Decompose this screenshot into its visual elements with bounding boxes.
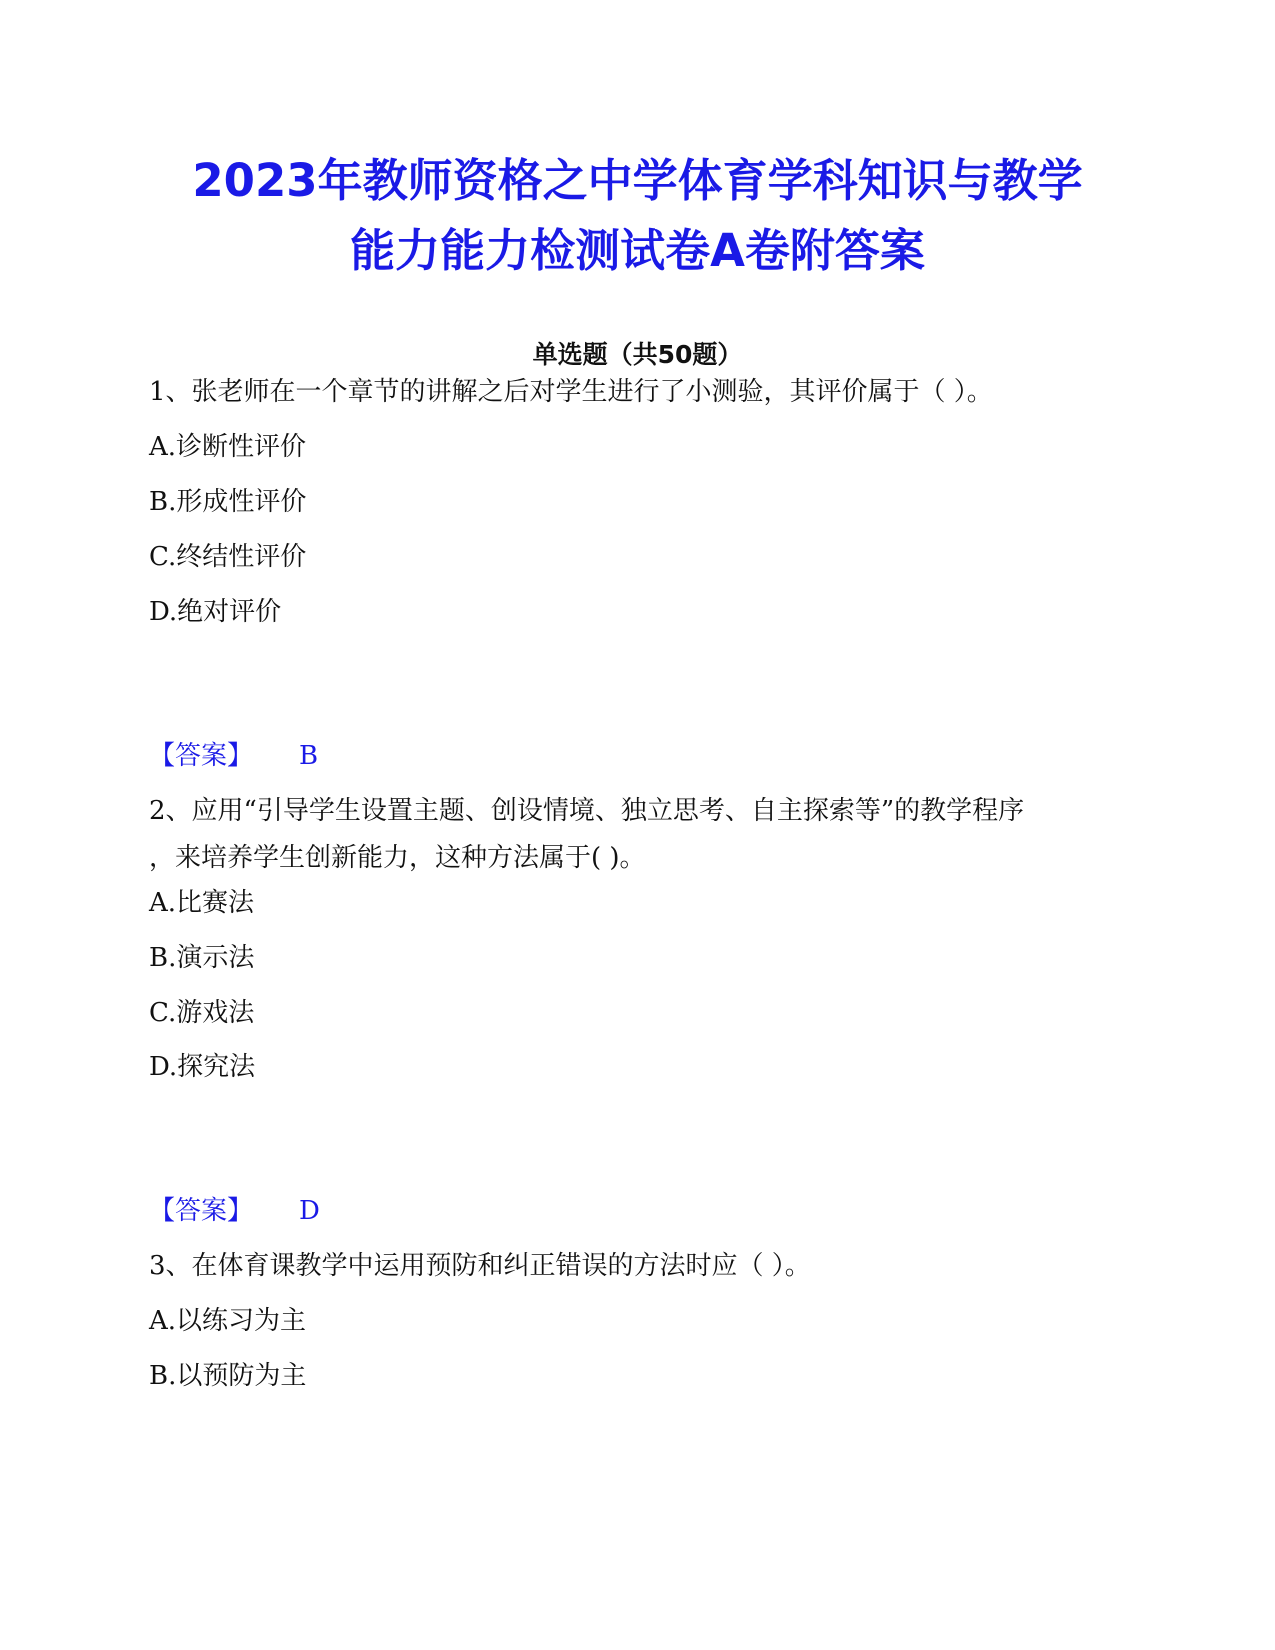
answer-label: 【答案】 [149, 741, 254, 771]
answer-value: B [299, 741, 319, 771]
question-3-stem: 3、在体育课教学中运用预防和纠正错误的方法时应（ ）。 [149, 1251, 811, 1281]
question-1-option-b: B.形成性评价 [149, 487, 307, 517]
question-2-option-b: B.演示法 [149, 943, 255, 973]
question-1-option-d: D.绝对评价 [149, 597, 282, 627]
question-1-option-c: C.终结性评价 [149, 542, 307, 572]
question-1-stem: 1、张老师在一个章节的讲解之后对学生进行了小测验，其评价属于（ ）。 [149, 377, 993, 407]
page-title-line-2: 能力能力检测试卷A卷附答案 [350, 224, 925, 277]
page-title-line-1: 2023年教师资格之中学体育学科知识与教学 [192, 154, 1083, 207]
question-2-option-a: A.比赛法 [149, 888, 255, 918]
question-3-option-a: A.以练习为主 [149, 1306, 307, 1336]
question-2-stem-line-1: 2、应用“引导学生设置主题、创设情境、独立思考、自主探索等”的教学程序 [149, 796, 1025, 826]
answer-value: D [299, 1196, 320, 1226]
section-heading: 单选题（共50题） [532, 340, 743, 369]
answer-label: 【答案】 [149, 1196, 254, 1226]
question-1-answer [149, 736, 318, 776]
question-2-option-c: C.游戏法 [149, 998, 255, 1028]
question-2-option-d: D.探究法 [149, 1052, 256, 1082]
question-3-option-b: B.以预防为主 [149, 1361, 307, 1391]
question-2-stem-line-2: ，来培养学生创新能力，这种方法属于( )。 [149, 843, 646, 873]
question-2-answer [149, 1191, 320, 1231]
question-1-option-a: A.诊断性评价 [149, 432, 307, 462]
